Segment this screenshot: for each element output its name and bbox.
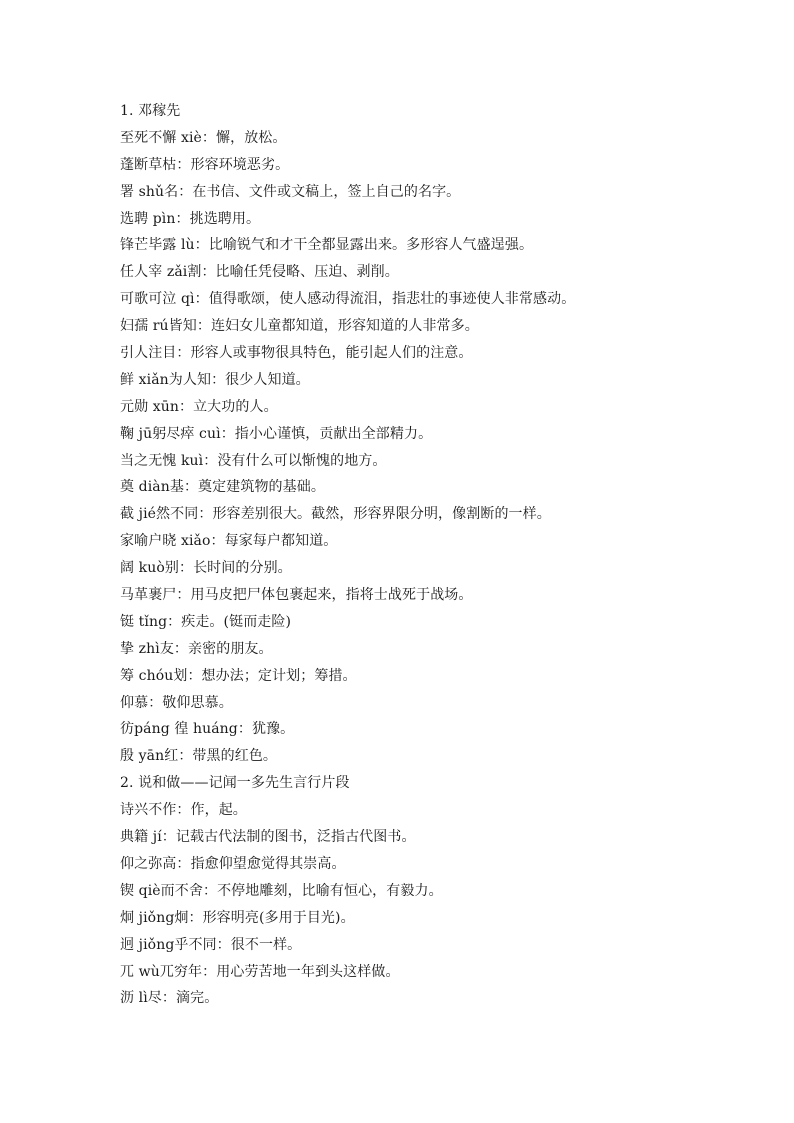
vocab-entry: 元勋 xūn：立大功的人。 (120, 398, 278, 415)
vocab-entry: 典籍 jí：记载古代法制的图书，泛指古代图书。 (120, 829, 416, 846)
vocab-entry: 兀 wù兀穷年：用心劳苦地一年到头这样做。 (120, 963, 400, 980)
vocab-entry: 仰之弥高：指愈仰望愈觉得其崇高。 (120, 855, 346, 872)
section-heading: 1. 邓稼先 (120, 103, 181, 119)
vocab-entry: 炯 jiǒng炯：形容明亮(多用于目光)。 (120, 909, 355, 926)
vocab-entry: 鞠 jū躬尽瘁 cuì：指小心谨慎，贡献出全部精力。 (120, 425, 433, 442)
vocab-entry: 迥 jiǒng乎不同：很不一样。 (120, 936, 302, 953)
vocab-entry: 当之无愧 kuì：没有什么可以惭愧的地方。 (120, 452, 387, 469)
vocab-entry: 铤 tǐng：疾走。(铤而走险) (120, 613, 292, 630)
vocab-entry: 鲜 xiǎn为人知：很少人知道。 (120, 371, 310, 388)
document-body (120, 98, 760, 1012)
vocab-entry: 选聘 pìn：挑选聘用。 (120, 210, 261, 227)
vocab-entry: 马革裹尸：用马皮把尸体包裹起来，指将士战死于战场。 (120, 587, 473, 604)
vocab-entry: 锋芒毕露 lù：比喻锐气和才干全都显露出来。多形容人气盛逞强。 (120, 237, 534, 254)
vocab-entry: 沥 lì尽：滴完。 (120, 990, 219, 1007)
vocab-entry: 署 shǔ名：在书信、文件或文稿上，签上自己的名字。 (120, 183, 461, 200)
vocab-entry: 挚 zhì友：亲密的朋友。 (120, 640, 273, 657)
vocab-entry: 引人注目：形容人或事物很具特色，能引起人们的注意。 (120, 345, 473, 362)
vocab-entry: 妇孺 rú皆知：连妇女儿童都知道，形容知道的人非常多。 (120, 318, 479, 335)
vocab-entry: 锲 qiè而不舍：不停地雕刻，比喻有恒心，有毅力。 (120, 882, 443, 899)
vocab-entry: 彷páng 徨 huáng：犹豫。 (120, 721, 295, 738)
vocab-entry: 家喻户晓 xiǎo：每家每户都知道。 (120, 533, 338, 550)
vocab-entry: 蓬断草枯：形容环境恶劣。 (120, 156, 290, 173)
vocab-entry: 截 jié然不同：形容差别很大。截然，形容界限分明，像割断的一样。 (120, 506, 551, 523)
section-heading: 2. 说和做——记闻一多先生言行片段 (120, 775, 350, 792)
vocab-entry: 至死不懈 xiè：懈，放松。 (120, 129, 287, 146)
vocab-entry: 仰慕：敬仰思慕。 (120, 694, 233, 711)
vocab-entry: 阔 kuò别：长时间的分别。 (120, 560, 292, 577)
vocab-entry: 诗兴不作：作，起。 (120, 802, 247, 819)
vocab-entry: 筹 chóu划：想办法；定计划；筹措。 (120, 667, 357, 684)
vocab-entry: 可歌可泣 qì：值得歌颂，使人感动得流泪，指悲壮的事迹使人非常感动。 (120, 291, 576, 308)
vocab-entry: 奠 diàn基：奠定建筑物的基础。 (120, 479, 325, 496)
vocab-entry: 殷 yān红：带黑的红色。 (120, 748, 278, 765)
vocab-entry: 任人宰 zǎi割：比喻任凭侵略、压迫、剥削。 (120, 264, 399, 281)
